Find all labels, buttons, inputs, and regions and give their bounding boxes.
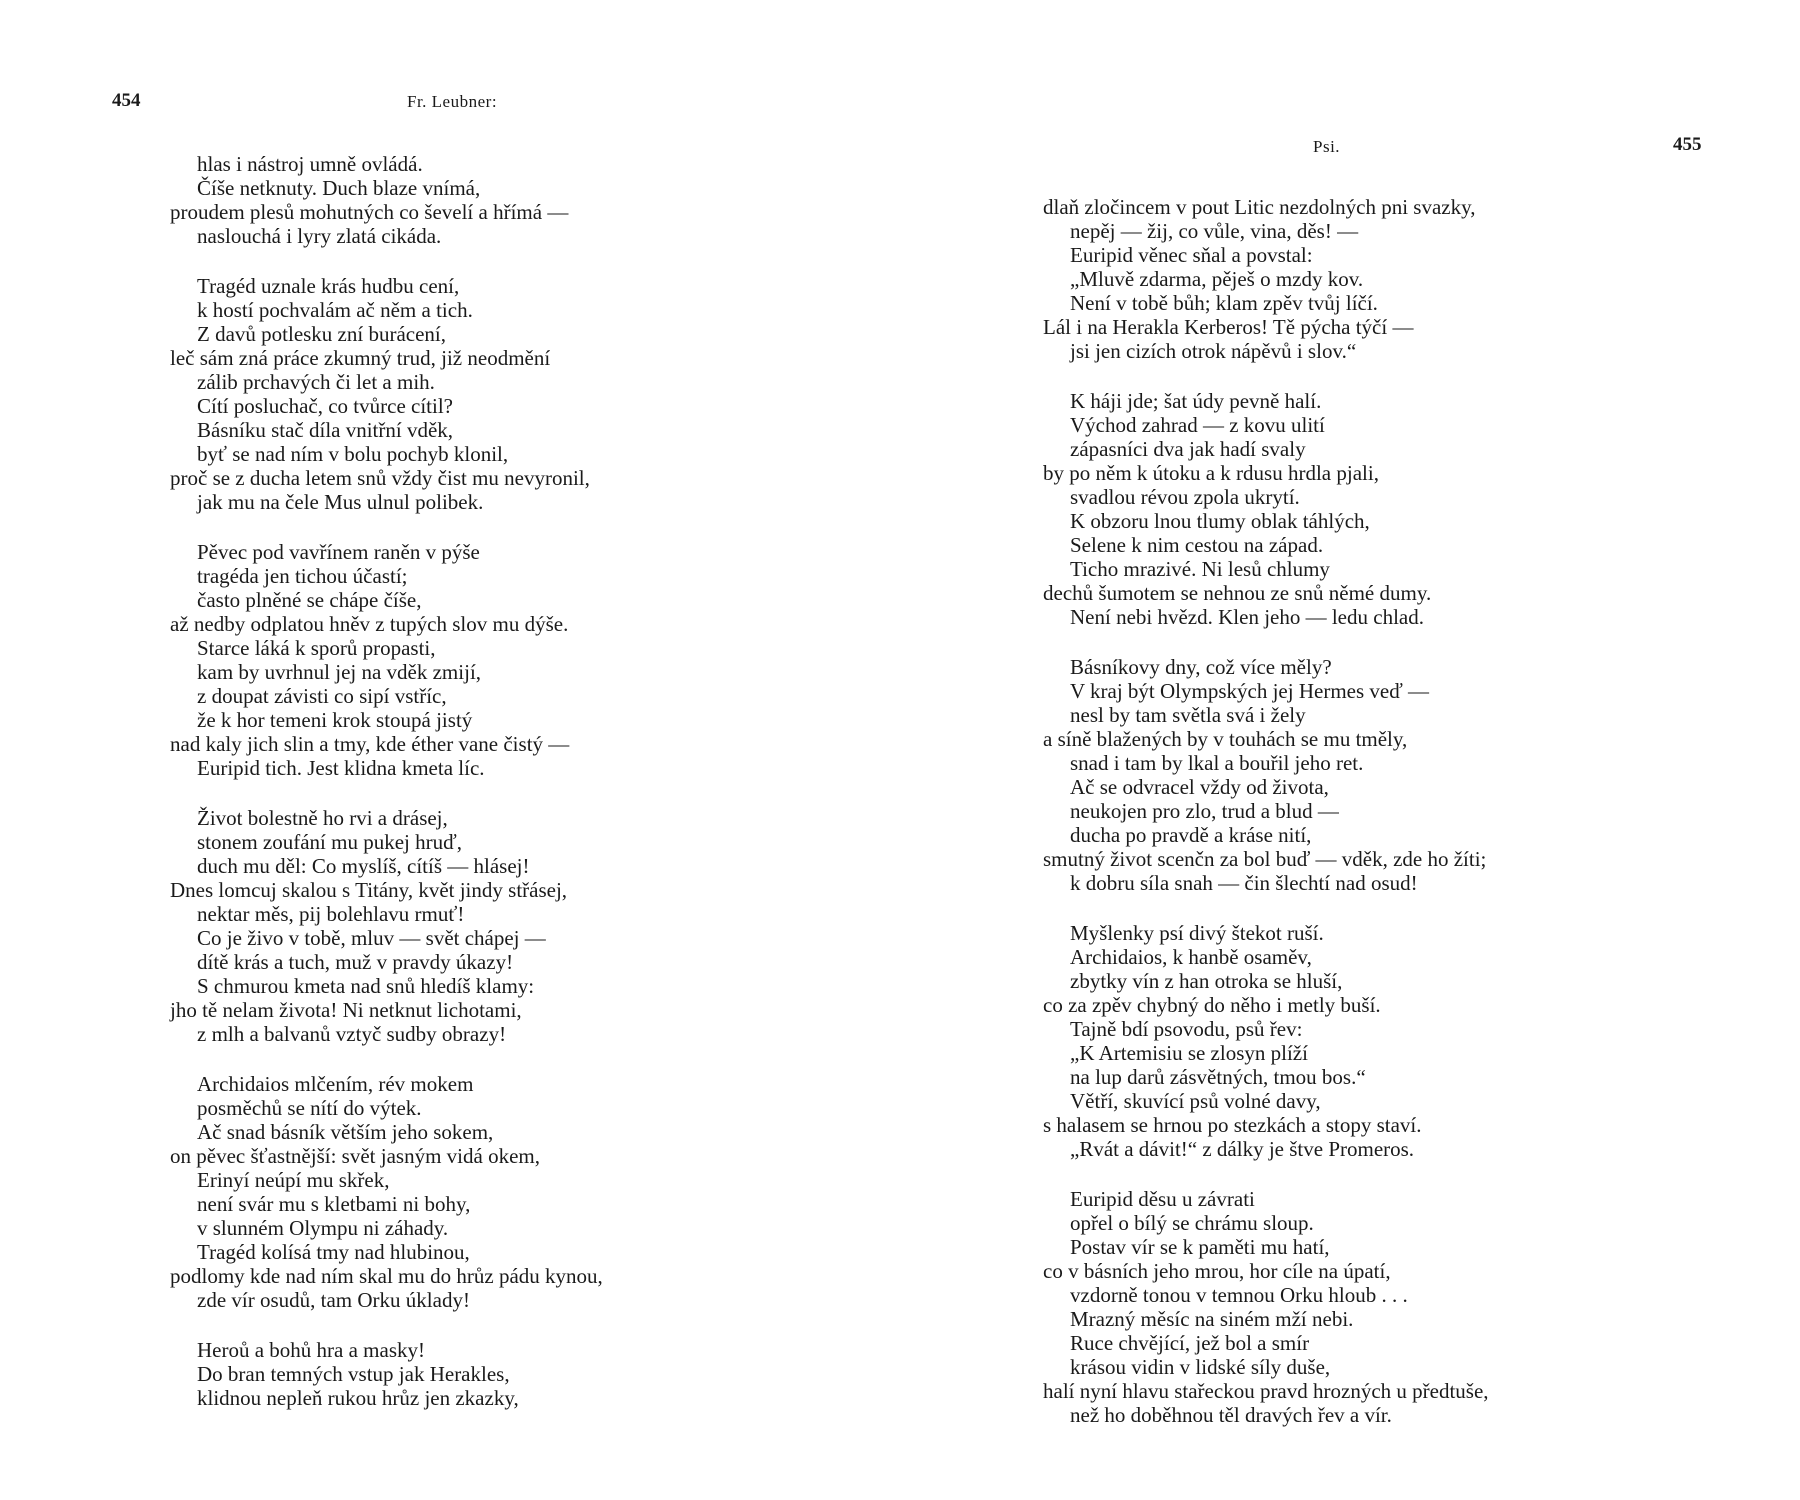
verse-line: Archidaios mlčením, rév mokem	[197, 1072, 474, 1096]
verse-line: co za zpěv chybný do něho i metly buší.	[1043, 993, 1381, 1017]
verse-line: Starce láká k sporů propasti,	[197, 636, 436, 660]
verse-line: „Mluvě zdarma, pěješ o mzdy kov.	[1070, 267, 1364, 291]
verse-line: Heroů a bohů hra a masky!	[197, 1338, 426, 1362]
verse-line: Tajně bdí psovodu, psů řev:	[1070, 1017, 1303, 1041]
verse-line: hlas i nástroj umně ovládá.	[197, 152, 423, 176]
verse-line: z doupat závisti co sipí vstříc,	[197, 684, 447, 708]
verse-line: K háji jde; šat údy pevně halí.	[1070, 389, 1322, 413]
verse-line: Mrazný měsíc na siném mží nebi.	[1070, 1307, 1354, 1331]
verse-line: k hostí pochvalám ač něm a tich.	[197, 298, 473, 322]
verse-line: Euripid děsu u závrati	[1070, 1187, 1255, 1211]
verse-line: Z davů potlesku zní burácení,	[197, 322, 447, 346]
right-page	[900, 0, 1800, 1500]
verse-line: z mlh a balvanů vztyč sudby obrazy!	[197, 1022, 507, 1046]
verse-line: jsi jen cizích otrok nápěvů i slov.“	[1070, 339, 1357, 363]
verse-line: kam by uvrhnul jej na vděk zmijí,	[197, 660, 482, 684]
verse-line: klidnou nepleň rukou hrůz jen zkazky,	[197, 1386, 519, 1410]
verse-line: halí nyní hlavu stařeckou pravd hrozných u předtuše,	[1043, 1379, 1489, 1403]
verse-line: a síně blažených by v touhách se mu tměly,	[1043, 727, 1408, 751]
verse-line: opřel o bílý se chrámu sloup.	[1070, 1211, 1314, 1235]
verse-line: „Rvát a dávit!“ z dálky je štve Promeros.	[1070, 1137, 1415, 1161]
verse-line: smutný život scenčn za bol buď — vděk, zde ho žíti;	[1043, 847, 1487, 871]
page-number: 454	[112, 90, 141, 111]
verse-line: „K Artemisiu se zlosyn plíží	[1070, 1041, 1308, 1065]
verse-line: Ticho mrazivé. Ni lesů chlumy	[1070, 557, 1330, 581]
verse-line: K obzoru lnou tlumy oblak táhlých,	[1070, 509, 1370, 533]
verse-line: Postav vír se k paměti mu hatí,	[1070, 1235, 1330, 1259]
verse-line: Erinyí neúpí mu skřek,	[197, 1168, 390, 1192]
verse-line: ducha po pravdě a kráse nití,	[1070, 823, 1312, 847]
stanza	[170, 274, 603, 514]
poem-column	[1043, 195, 1489, 1453]
verse-line: svadlou révou zpola ukrytí.	[1070, 485, 1300, 509]
verse-line: zbytky vín z han otroka se hluší,	[1070, 969, 1343, 993]
verse-line: snad i tam by lkal a bouřil jeho ret.	[1070, 751, 1364, 775]
verse-line: dechů šumotem se nehnou ze snů němé dumy.	[1043, 581, 1432, 605]
verse-line: V kraj být Olympských jej Hermes veď —	[1070, 679, 1430, 703]
verse-line: jak mu na čele Mus ulnul polibek.	[197, 490, 484, 514]
verse-line: až nedby odplatou hněv z tupých slov mu dýše.	[170, 612, 569, 636]
verse-line: často plněné se chápe číše,	[197, 588, 422, 612]
running-head: Psi.	[1313, 137, 1341, 156]
verse-line: nepěj — žij, co vůle, vina, děs! —	[1070, 219, 1359, 243]
verse-line: na lup darů zásvětných, tmou bos.“	[1070, 1065, 1366, 1089]
verse-line: Archidaios, k hanbě osaměv,	[1070, 945, 1312, 969]
running-head: Fr. Leubner:	[407, 92, 498, 111]
stanza	[170, 806, 603, 1046]
verse-line: nektar měs, pij bolehlavu rmuť!	[197, 902, 465, 926]
verse-line: byť se nad ním v bolu pochyb klonil,	[197, 442, 509, 466]
verse-line: jho tě nelam života! Ni netknut lichotami,	[170, 998, 522, 1022]
verse-line: posměchů se nítí do výtek.	[197, 1096, 422, 1120]
verse-line: by po něm k útoku a k rdusu hrdla pjali,	[1043, 461, 1379, 485]
stanza	[1043, 655, 1489, 895]
verse-line: než ho doběhnou těl dravých řev a vír.	[1070, 1403, 1392, 1427]
stanza	[1043, 389, 1489, 629]
stanza	[1043, 195, 1489, 363]
stanza	[1043, 921, 1489, 1161]
verse-line: neukojen pro zlo, trud a blud —	[1070, 799, 1339, 823]
verse-line: Co je živo v tobě, mluv — svět chápej —	[197, 926, 546, 950]
verse-line: S chmurou kmeta nad snů hledíš klamy:	[197, 974, 535, 998]
verse-line: tragéda jen tichou účastí;	[197, 564, 408, 588]
verse-line: Číše netknuty. Duch blaze vnímá,	[197, 176, 481, 200]
verse-line: Tragéd kolísá tmy nad hlubinou,	[197, 1240, 470, 1264]
verse-line: stonem zoufání mu pukej hruď,	[197, 830, 462, 854]
verse-line: v slunném Olympu ni záhady.	[197, 1216, 449, 1240]
verse-line: Ač snad básník větším jeho sokem,	[197, 1120, 494, 1144]
verse-line: Básníkovy dny, což více měly?	[1070, 655, 1332, 679]
verse-line: krásou vidin v lidské síly duše,	[1070, 1355, 1331, 1379]
verse-line: Myšlenky psí divý štekot ruší.	[1070, 921, 1324, 945]
verse-line: vzdorně tonou v temnou Orku hloub . . .	[1070, 1283, 1408, 1307]
verse-line: duch mu děl: Co myslíš, cítíš — hlásej!	[197, 854, 530, 878]
verse-line: Větří, skuvící psů volné davy,	[1070, 1089, 1321, 1113]
verse-line: Ač se odvracel vždy od života,	[1070, 775, 1329, 799]
verse-line: Není v tobě bůh; klam zpěv tvůj líčí.	[1070, 291, 1378, 315]
verse-line: není svár mu s kletbami ni bohy,	[197, 1192, 471, 1216]
verse-line: dítě krás a tuch, muž v pravdy úkazy!	[197, 950, 514, 974]
verse-line: Selene k nim cestou na západ.	[1070, 533, 1324, 557]
stanza	[170, 1072, 603, 1312]
verse-line: Východ zahrad — z kovu ulití	[1070, 413, 1325, 437]
verse-line: Cítí posluchač, co tvůrce cítil?	[197, 394, 453, 418]
verse-line: Básníku stač díla vnitřní vděk,	[197, 418, 454, 442]
stanza	[170, 540, 603, 780]
verse-line: nad kaly jich slin a tmy, kde éther vane čistý —	[170, 732, 570, 756]
verse-line: s halasem se hrnou po stezkách a stopy staví.	[1043, 1113, 1422, 1137]
verse-line: naslouchá i lyry zlatá cikáda.	[197, 224, 442, 248]
stanza	[170, 1338, 603, 1410]
stanza	[1043, 1187, 1489, 1427]
verse-line: Život bolestně ho rvi a drásej,	[197, 806, 448, 830]
verse-line: leč sám zná práce zkumný trud, již neodmění	[170, 346, 551, 370]
verse-line: zde vír osudů, tam Orku úklady!	[197, 1288, 470, 1312]
verse-line: k dobru síla snah — čin šlechtí nad osud!	[1070, 871, 1418, 895]
poem-column	[170, 152, 603, 1436]
verse-line: proudem plesů mohutných co ševelí a hřímá —	[170, 200, 569, 224]
verse-line: on pěvec šťastnější: svět jasným vidá okem,	[170, 1144, 540, 1168]
verse-line: zápasníci dva jak hadí svaly	[1070, 437, 1306, 461]
verse-line: zálib prchavých či let a mih.	[197, 370, 435, 394]
verse-line: Není nebi hvězd. Klen jeho — ledu chlad.	[1070, 605, 1424, 629]
verse-line: dlaň zločincem v pout Litic nezdolných pni svazky,	[1043, 195, 1476, 219]
verse-line: Lál i na Herakla Kerberos! Tě pýcha týčí —	[1043, 315, 1414, 339]
verse-line: podlomy kde nad ním skal mu do hrůz pádu kynou,	[170, 1264, 603, 1288]
verse-line: proč se z ducha letem snů vždy čist mu nevyronil,	[170, 466, 590, 490]
verse-line: Tragéd uznale krás hudbu cení,	[197, 274, 460, 298]
verse-line: Dnes lomcuj skalou s Titány, květ jindy střásej,	[170, 878, 568, 902]
verse-line: že k hor temeni krok stoupá jistý	[197, 708, 473, 732]
verse-line: co v básních jeho mrou, hor cíle na úpatí,	[1043, 1259, 1391, 1283]
verse-line: Euripid věnec sňal a povstal:	[1070, 243, 1313, 267]
verse-line: Ruce chvějící, jež bol a smír	[1070, 1331, 1310, 1355]
verse-line: Pěvec pod vavřínem raněn v pýše	[197, 540, 480, 564]
verse-line: Do bran temných vstup jak Herakles,	[197, 1362, 510, 1386]
page-number: 455	[1673, 134, 1702, 155]
stanza	[170, 152, 603, 248]
verse-line: Euripid tich. Jest klidna kmeta líc.	[197, 756, 485, 780]
verse-line: nesl by tam světla svá i žely	[1070, 703, 1306, 727]
